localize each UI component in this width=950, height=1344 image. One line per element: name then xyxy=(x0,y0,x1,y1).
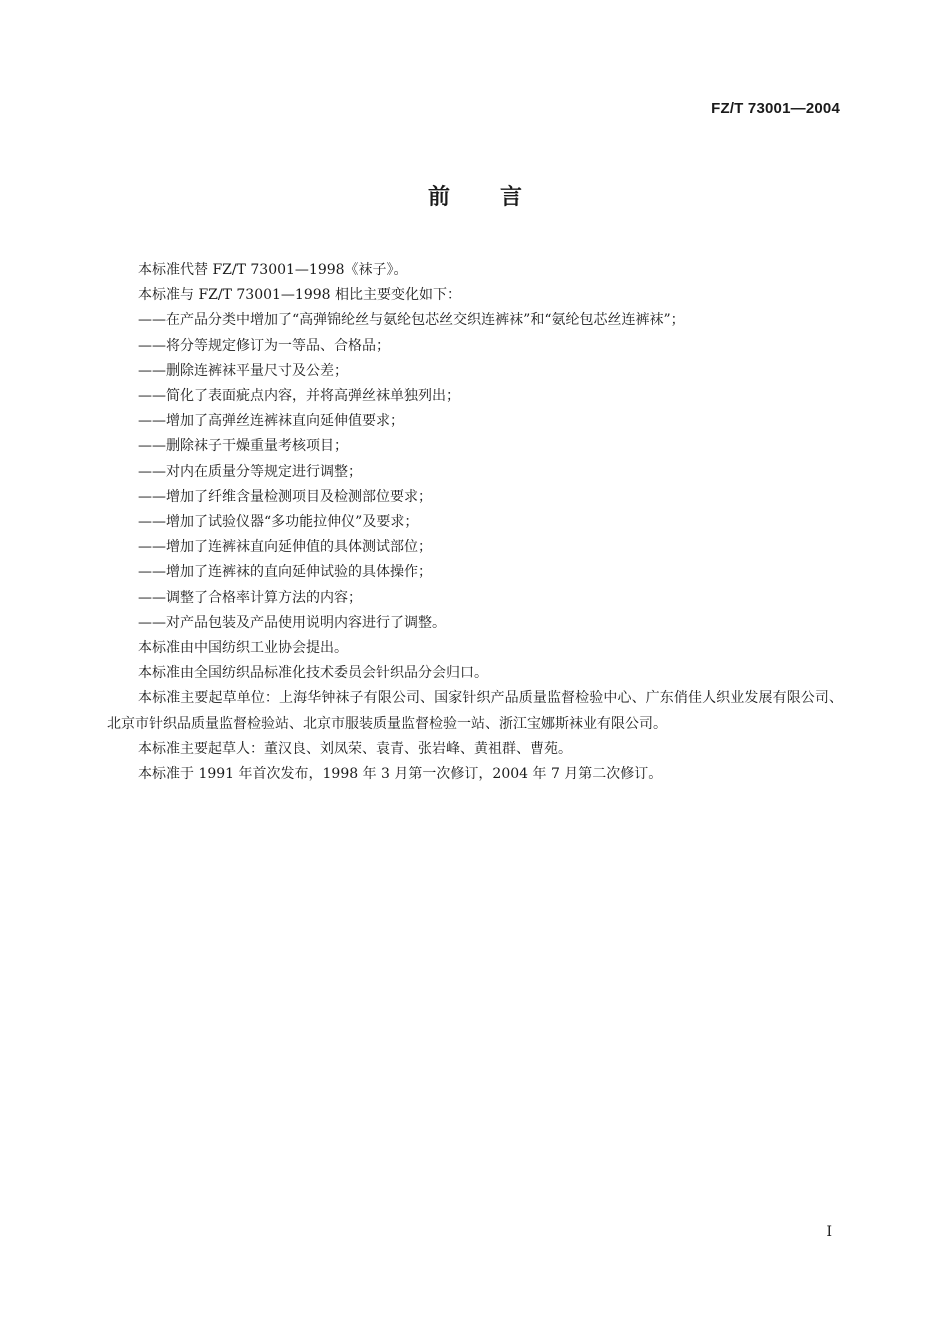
change-list-item: ——删除袜子干燥重量考核项目； xyxy=(138,438,348,455)
change-list-item: ——在产品分类中增加了“高弹锦纶丝与氨纶包芯丝交织连裤袜”和“氨纶包芯丝连裤袜”； xyxy=(138,312,685,329)
change-list-item: ——增加了连裤袜的直向延伸试验的具体操作； xyxy=(138,564,432,581)
change-list-item: ——对内在质量分等规定进行调整； xyxy=(138,463,362,480)
drafting-units-paragraph: 本标准主要起草单位：上海华钟袜子有限公司、国家针织产品质量监督检验中心、广东俏佳人织业发展有限公司、北京市针织品质量监督检验站、北京市服装质量监督检验一站、浙江宝娜斯袜业有限公司。 xyxy=(107,690,843,732)
history-paragraph: 本标准于 1991 年首次发布，1998 年 3 月第一次修订，2004 年 7 月第二次修订。 xyxy=(138,766,663,783)
change-list-item: ——简化了表面疵点内容，并将高弹丝袜单独列出； xyxy=(138,388,460,405)
change-list-item: ——增加了纤维含量检测项目及检测部位要求； xyxy=(138,488,432,505)
intro-paragraph: 本标准代替 FZ/T 73001—1998《袜子》。 xyxy=(138,262,408,278)
standard-number: FZ/T 73001—2004 xyxy=(711,100,840,117)
change-list-item: ——增加了高弹丝连裤袜直向延伸值要求； xyxy=(138,413,404,430)
change-list-item: ——删除连裤袜平量尺寸及公差； xyxy=(138,362,348,379)
change-list-item: ——调整了合格率计算方法的内容； xyxy=(138,589,362,606)
intro-paragraph: 本标准与 FZ/T 73001—1998 相比主要变化如下： xyxy=(138,287,462,304)
proposer-paragraph: 本标准由中国纺织工业协会提出。 xyxy=(138,640,348,657)
page-title: 前言 xyxy=(427,185,572,210)
page-number: I xyxy=(826,1224,832,1240)
change-list-item: ——增加了试验仪器“多功能拉伸仪”及要求； xyxy=(138,514,419,531)
foreword-body xyxy=(107,258,843,787)
centralized-paragraph: 本标准由全国纺织品标准化技术委员会针织品分会归口。 xyxy=(138,665,488,682)
change-list-item: ——增加了连裤袜直向延伸值的具体测试部位； xyxy=(138,539,432,556)
drafters-paragraph: 本标准主要起草人：董汉良、刘凤荣、袁青、张岩峰、黄祖群、曹苑。 xyxy=(138,740,572,757)
change-list-item: ——将分等规定修订为一等品、合格品； xyxy=(138,337,390,354)
change-list-item: ——对产品包装及产品使用说明内容进行了调整。 xyxy=(138,614,446,631)
